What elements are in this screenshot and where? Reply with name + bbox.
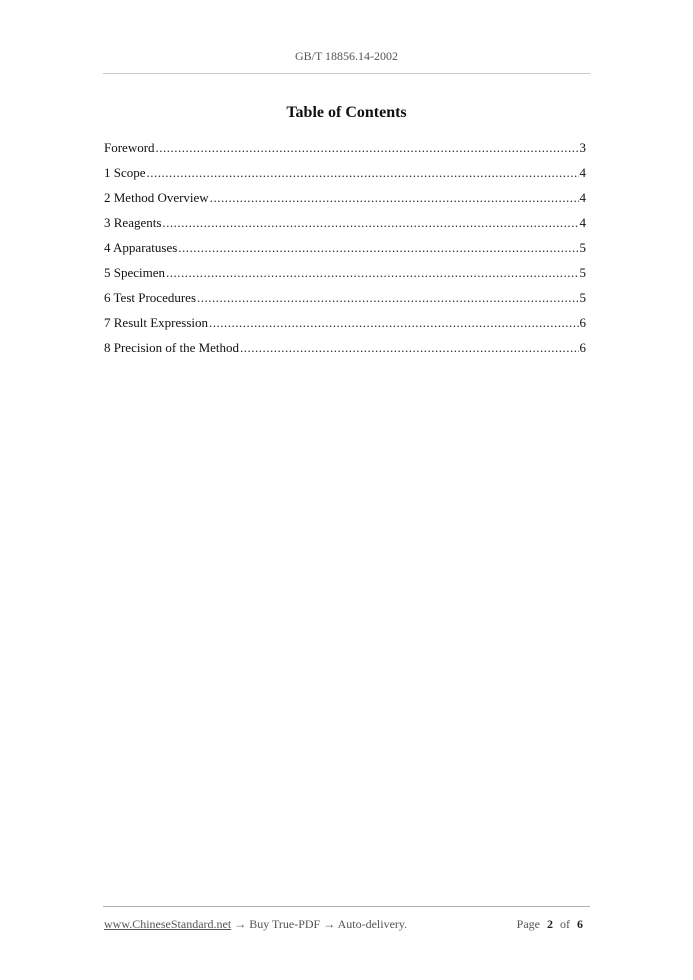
toc-entry-label: 5 Specimen bbox=[104, 265, 166, 280]
toc-entry-precision[interactable] bbox=[104, 339, 586, 364]
toc-entry-page: 6 bbox=[579, 340, 586, 355]
toc-entry-page: 5 bbox=[579, 240, 586, 255]
arrow-right-icon: → bbox=[234, 917, 247, 931]
toc-entry-page: 4 bbox=[579, 215, 586, 230]
page-label: Page bbox=[516, 917, 540, 931]
document-id: GB/T 18856.14-2002 bbox=[294, 49, 399, 63]
toc-entry-label: 3 Reagents bbox=[104, 215, 162, 230]
toc-entry-page: 4 bbox=[579, 165, 586, 180]
toc-entry-label: 7 Result Expression bbox=[104, 315, 208, 330]
toc-title: Table of Contents bbox=[286, 104, 407, 121]
buy-text: Buy True-PDF bbox=[249, 917, 321, 931]
toc-entry-foreword[interactable] bbox=[104, 139, 586, 164]
toc-leader-dots bbox=[147, 164, 579, 182]
header-divider bbox=[103, 73, 590, 74]
toc-entry-page: 5 bbox=[579, 265, 586, 280]
toc-leader-dots bbox=[209, 314, 579, 332]
toc-leader-dots bbox=[197, 289, 579, 307]
toc-leader-dots bbox=[210, 189, 579, 207]
footer-divider bbox=[103, 906, 590, 907]
toc-leader-dots bbox=[156, 139, 579, 157]
toc-entry-result-expression[interactable] bbox=[104, 314, 586, 339]
toc-entry-scope[interactable] bbox=[104, 164, 586, 189]
toc-entry-page: 3 bbox=[579, 140, 586, 155]
toc-entry-apparatuses[interactable] bbox=[104, 239, 586, 264]
footer-promo bbox=[104, 917, 407, 932]
website-link[interactable]: www.ChineseStandard.net bbox=[104, 917, 232, 931]
page-footer bbox=[104, 917, 585, 932]
toc-leader-dots bbox=[162, 214, 578, 232]
total-pages: 6 bbox=[577, 917, 583, 931]
arrow-right-icon: → bbox=[323, 917, 336, 931]
toc-entry-page: 4 bbox=[579, 190, 586, 205]
toc-entry-specimen[interactable] bbox=[104, 264, 586, 289]
toc-entry-test-procedures[interactable] bbox=[104, 289, 586, 314]
toc-leader-dots bbox=[240, 339, 578, 357]
of-label: of bbox=[560, 917, 570, 931]
toc-leader-dots bbox=[178, 239, 578, 257]
toc-entry-label: 8 Precision of the Method bbox=[104, 340, 240, 355]
toc-entry-label: 2 Method Overview bbox=[104, 190, 209, 205]
toc-entry-reagents[interactable] bbox=[104, 214, 586, 239]
toc-entry-label: 4 Apparatuses bbox=[104, 240, 178, 255]
toc-leader-dots bbox=[166, 264, 578, 282]
toc-entry-method-overview[interactable] bbox=[104, 189, 586, 214]
toc-entry-label: Foreword bbox=[104, 140, 155, 155]
page-number bbox=[515, 917, 585, 932]
toc-entry-label: 6 Test Procedures bbox=[104, 290, 196, 305]
toc-entry-page: 6 bbox=[579, 315, 586, 330]
table-of-contents bbox=[104, 139, 586, 364]
toc-entry-label: 1 Scope bbox=[104, 165, 146, 180]
toc-entry-page: 5 bbox=[579, 290, 586, 305]
current-page: 2 bbox=[547, 917, 553, 931]
delivery-text: Auto-delivery. bbox=[337, 917, 408, 931]
